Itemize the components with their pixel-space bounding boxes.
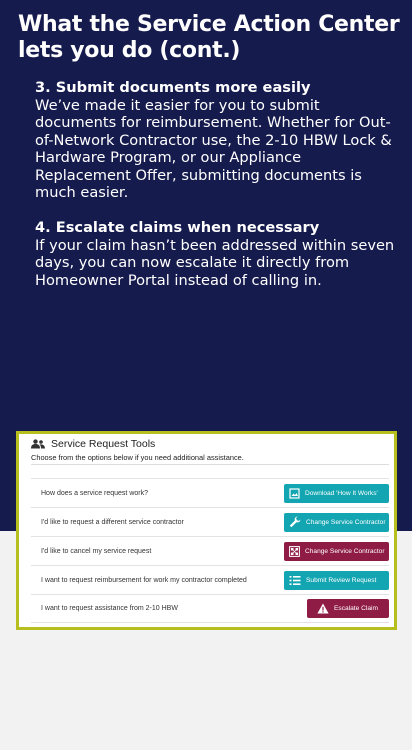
tools-title: Service Request Tools [51,438,156,450]
change-service-contractor-button[interactable] [284,513,389,532]
divider [31,464,389,465]
button-label: Change Service Contractor [306,518,386,526]
section-title: 3. Submit documents more easily [35,79,311,96]
cancel-service-request-button[interactable] [284,542,389,561]
tool-row-cancel-request [31,536,389,565]
cancel-grid-icon [289,546,300,557]
button-label: Submit Review Request [306,576,377,584]
users-icon [31,439,45,449]
tool-row-different-contractor [31,507,389,536]
row-label: I want to request reimbursement for work my contractor completed [41,576,247,584]
row-label: How does a service request work? [41,489,148,497]
row-label: I'd like to cancel my service request [41,547,152,555]
tools-subtitle: Choose from the options below if you need additional assistance. [31,453,244,462]
document-icon [289,488,300,499]
section-body: If your claim hasn’t been addressed within seven days, you can now escalate it directly from Homeowner Portal instead of calling in. [35,236,395,289]
download-how-it-works-button[interactable] [284,484,389,503]
section-body: We’ve made it easier for you to submit documents for reimbursement. Whether for Out-of-Network Contractor use, the 2-10 HBW Lock & Hardware Program, or our Appliance Replacement Offer, submitting documents is much easier. [35,96,392,201]
service-request-tools-card [16,431,397,630]
wrench-icon [289,516,301,528]
warning-icon [317,603,329,614]
button-label: Escalate Claim [334,605,378,612]
row-label: I'd like to request a different service contractor [41,518,184,526]
page-title: What the Service Action Center lets you do (cont.) [18,12,400,63]
section-title: 4. Escalate claims when necessary [35,219,320,236]
section-escalate-claims [35,219,395,289]
tool-row-reimbursement [31,565,389,594]
tool-row-how-it-works [31,478,389,507]
tool-row-assistance [31,594,389,623]
tools-list [31,478,389,623]
tools-header [31,438,155,450]
escalate-claim-button[interactable] [307,599,389,618]
row-label: I want to request assistance from 2-10 HBW [41,605,178,612]
section-submit-documents [35,79,395,202]
submit-review-request-button[interactable] [284,571,389,590]
list-icon [289,575,301,586]
button-label: Download 'How It Works' [305,489,378,497]
button-label: Change Service Contractor [305,547,385,555]
